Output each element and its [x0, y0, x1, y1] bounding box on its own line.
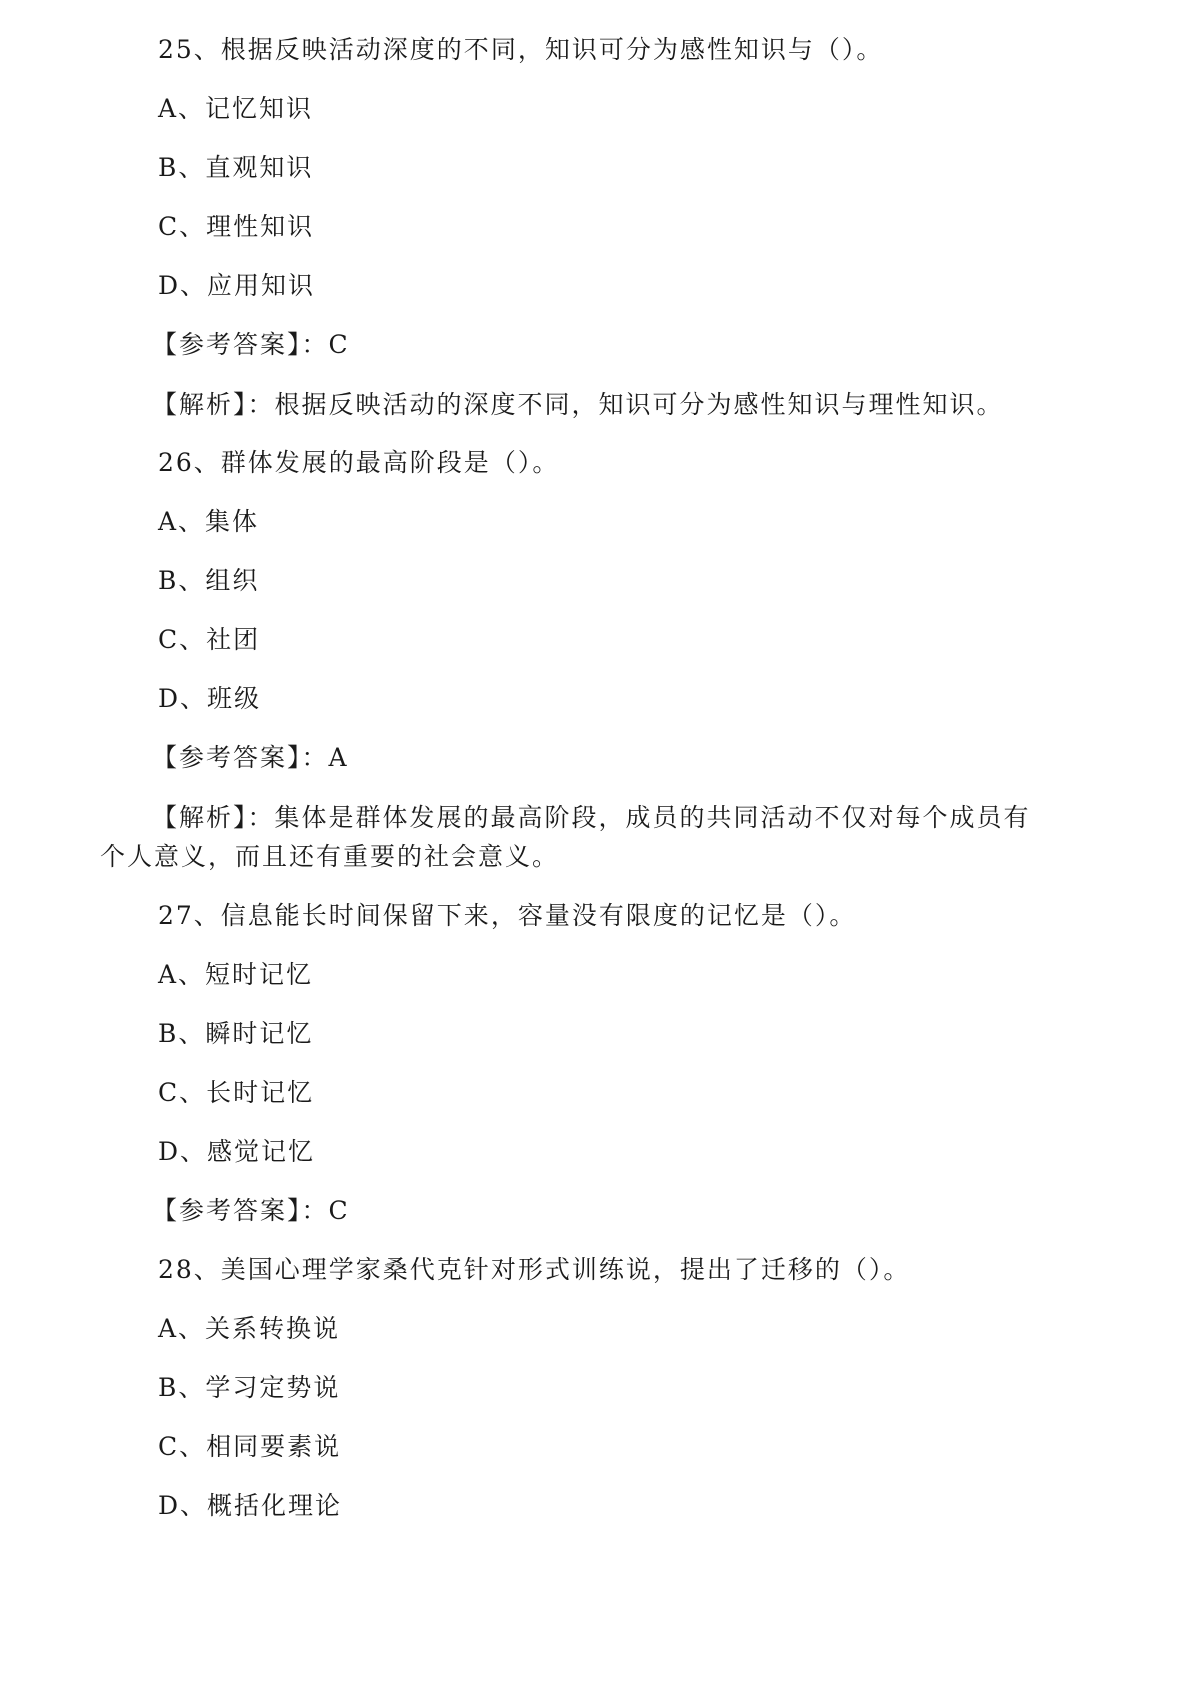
question-26-stem: 26、群体发展的最高阶段是（）。 [158, 448, 560, 477]
question-25-explanation: 【解析】：根据反映活动的深度不同，知识可分为感性知识与理性知识。 [152, 390, 1004, 419]
question-26-option-d: D、班级 [158, 684, 262, 713]
question-26-option-b: B、组织 [158, 566, 260, 595]
question-27-option-a: A、短时记忆 [158, 960, 314, 989]
question-26-explanation-line-2: 个人意义，而且还有重要的社会意义。 [100, 842, 560, 871]
question-25-stem: 25、根据反映活动深度的不同，知识可分为感性知识与（）。 [158, 35, 884, 64]
question-25-option-b: B、直观知识 [158, 153, 314, 182]
question-27-option-c: C、长时记忆 [158, 1078, 315, 1107]
question-27-option-b: B、瞬时记忆 [158, 1019, 314, 1048]
question-28-option-a: A、关系转换说 [158, 1314, 341, 1343]
question-27-answer: 【参考答案】：C [152, 1196, 350, 1225]
question-28-option-d: D、概括化理论 [158, 1491, 343, 1520]
question-28-option-c: C、相同要素说 [158, 1432, 342, 1461]
question-25-option-d: D、应用知识 [158, 271, 316, 300]
question-28-option-b: B、学习定势说 [158, 1373, 341, 1402]
question-27-stem: 27、信息能长时间保留下来，容量没有限度的记忆是（）。 [158, 901, 857, 930]
question-26-explanation-line-1: 【解析】：集体是群体发展的最高阶段，成员的共同活动不仅对每个成员有 [152, 803, 1031, 832]
question-27-option-d: D、感觉记忆 [158, 1137, 316, 1166]
question-25-option-c: C、理性知识 [158, 212, 315, 241]
question-26-option-c: C、社团 [158, 625, 261, 654]
question-25-answer: 【参考答案】：C [152, 330, 350, 359]
question-26-option-a: A、集体 [158, 507, 260, 536]
question-28-stem: 28、美国心理学家桑代克针对形式训练说，提出了迁移的（）。 [158, 1255, 911, 1284]
question-25-option-a: A、记忆知识 [158, 94, 314, 123]
question-26-answer: 【参考答案】：A [152, 743, 349, 772]
